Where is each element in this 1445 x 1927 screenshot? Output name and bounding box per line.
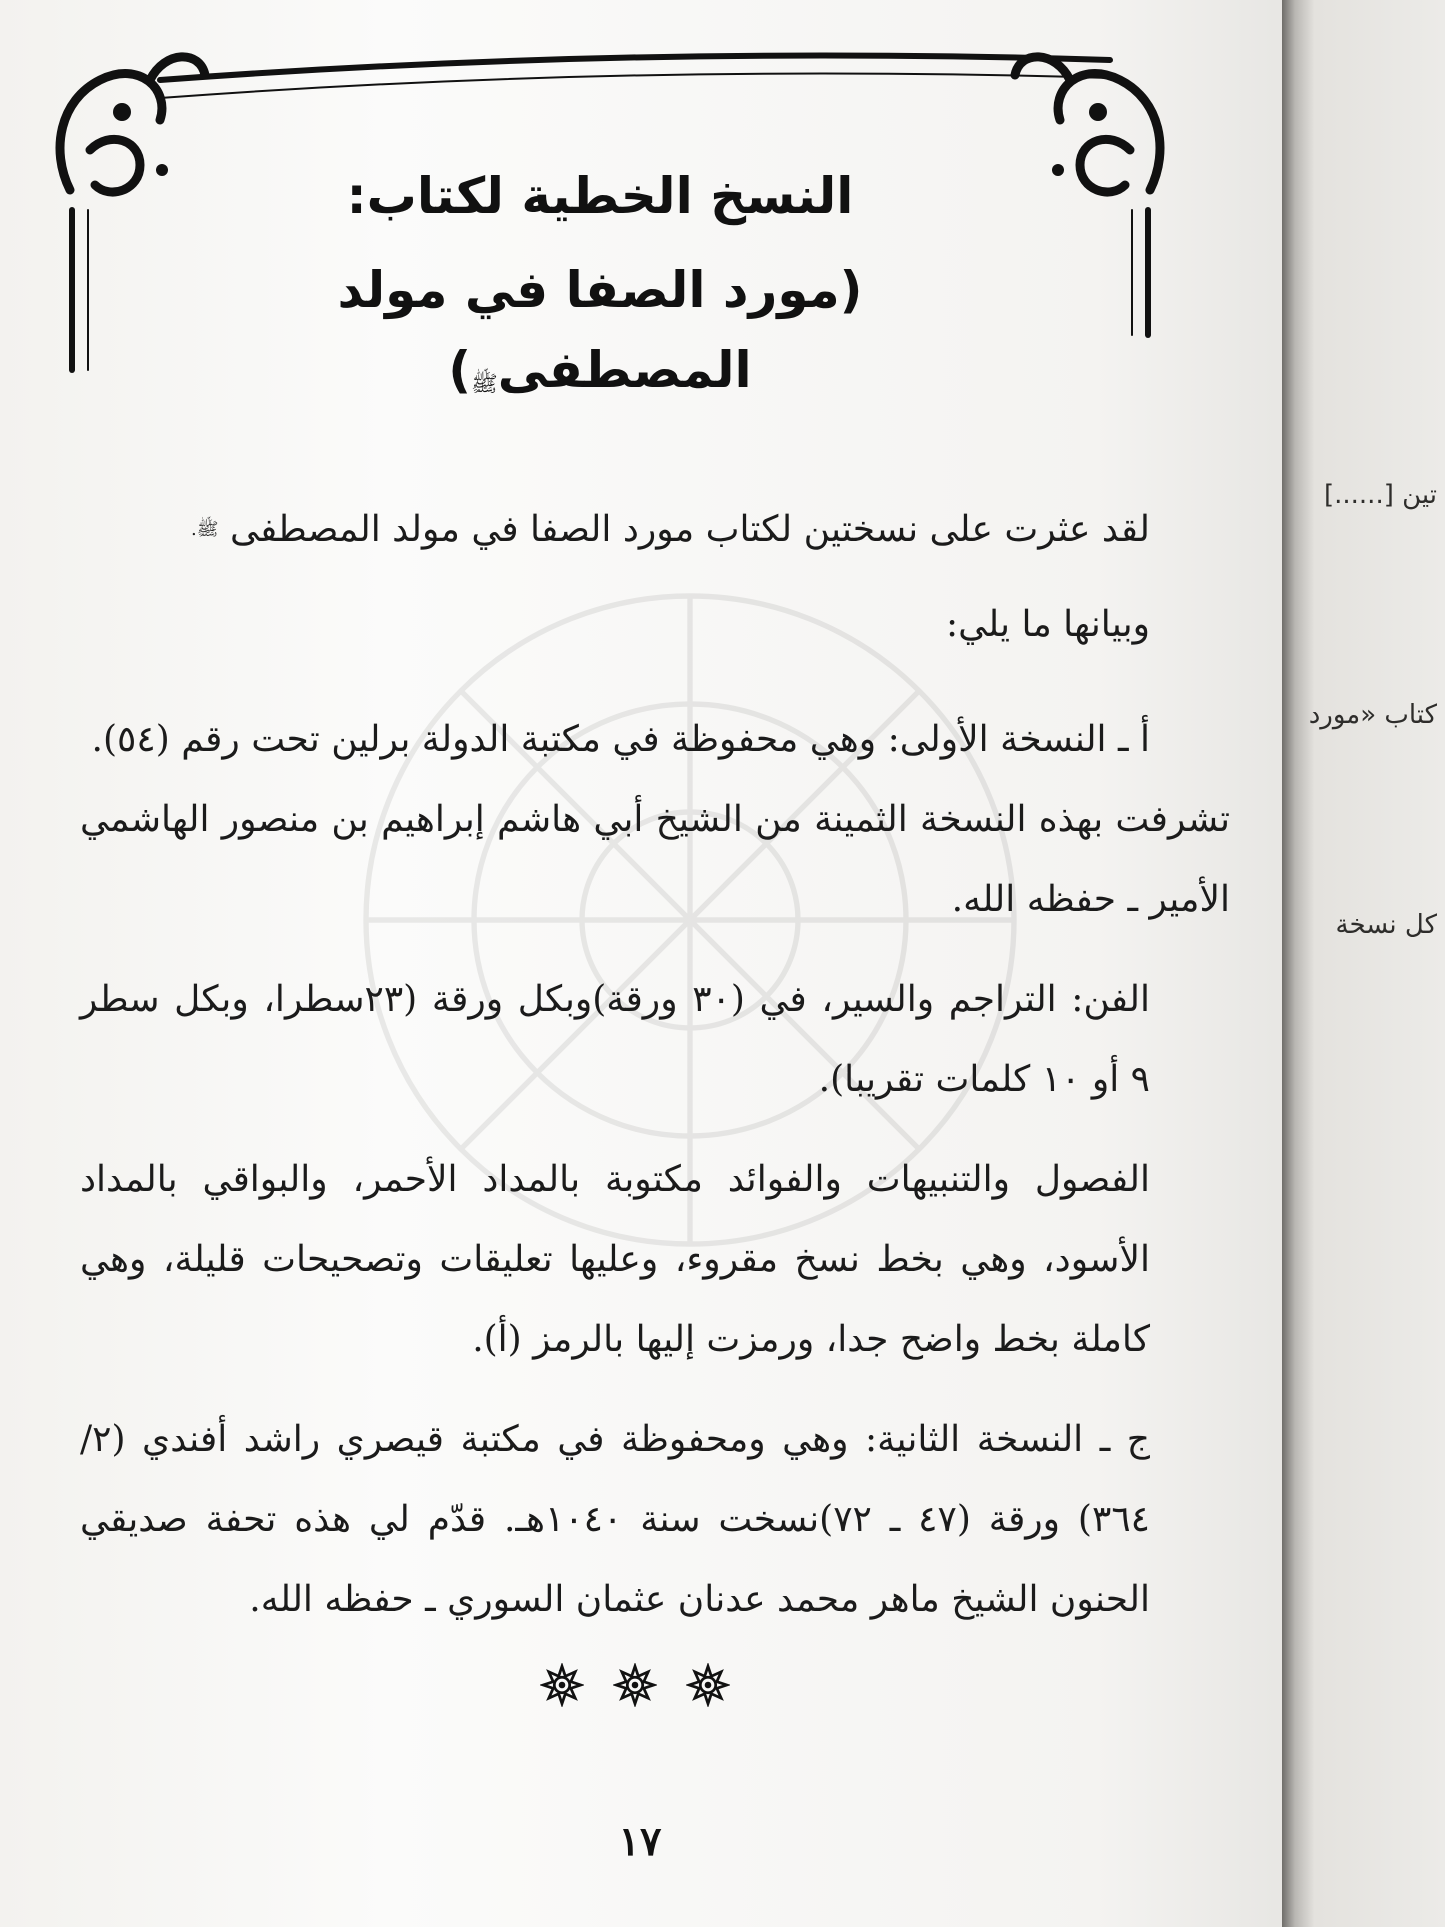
first-copy-note: تشرفت بهذه النسخة الثمينة من الشيخ أبي هاشم إبراهيم بن منصور الهاشمي الأمير ـ حفظه الله. xyxy=(80,799,1230,920)
section-end-ornaments xyxy=(540,1660,730,1710)
honorific-mark: ﷺ xyxy=(471,372,498,397)
rosette-icon xyxy=(540,1663,584,1707)
title-line-2-close: ) xyxy=(448,341,472,399)
description-paragraph xyxy=(80,1140,1230,1380)
title-line-2-text: (مورد الصفا في مولد المصطفى xyxy=(337,261,863,399)
page-number: ١٧ xyxy=(618,1818,662,1865)
adjacent-page-text: كل نسخة xyxy=(1335,910,1437,940)
subject-text: الفن: التراجم والسير، في (٣٠ ورقة)وبكل ورقة (٢٣سطرا، وبكل سطر ٩ أو ١٠ كلمات تقريبا). xyxy=(80,979,1150,1100)
adjacent-page-text: كتاب «مورد xyxy=(1308,700,1437,730)
intro-text: لقد عثرت على نسختين لكتاب مورد الصفا في مولد المصطفى xyxy=(229,509,1150,550)
rosette-icon xyxy=(613,1663,657,1707)
first-copy-heading: أ ـ النسخة الأولى: وهي محفوظة في مكتبة الدولة برلين تحت رقم (٥٤). xyxy=(91,719,1150,760)
second-copy-paragraph xyxy=(80,1400,1230,1640)
second-copy-text: ج ـ النسخة الثانية: وهي ومحفوظة في مكتبة قيصري راشد أفندي (٢/ ٣٦٤) ورقة (٤٧ ـ ٧٢)نسخت سنة ١٠٤٠هـ. قدّم لي هذه تحفة صديقي الحنون الشيخ ماهر محمد عدنان عثمان السوري ـ حفظه الله. xyxy=(80,1419,1150,1620)
intro-paragraph xyxy=(80,490,1230,570)
chapter-title xyxy=(240,160,960,425)
adjacent-page-text: تين [......] xyxy=(1323,480,1437,510)
summary-text: وبيانها ما يلي: xyxy=(945,604,1150,645)
title-line-1: النسخ الخطية لكتاب: xyxy=(346,167,854,225)
subject-paragraph xyxy=(80,960,1230,1120)
rosette-icon xyxy=(686,1663,730,1707)
adjacent-page-edge xyxy=(1282,0,1445,1927)
honorific-mark: ﷺ. xyxy=(191,519,219,540)
first-copy-section xyxy=(80,700,1230,940)
intro-line xyxy=(80,490,1230,570)
description-text: الفصول والتنبيهات والفوائد مكتوبة بالمداد الأحمر، والبواقي بالمداد الأسود، وهي بخط نسخ مقروء، وعليها تعليقات وتصحيحات قليلة، وهي كاملة بخط واضح جدا، ورمزت إليها بالرمز (أ). xyxy=(80,1159,1151,1360)
title-line-2 xyxy=(240,250,960,425)
summary-line xyxy=(80,585,1230,665)
